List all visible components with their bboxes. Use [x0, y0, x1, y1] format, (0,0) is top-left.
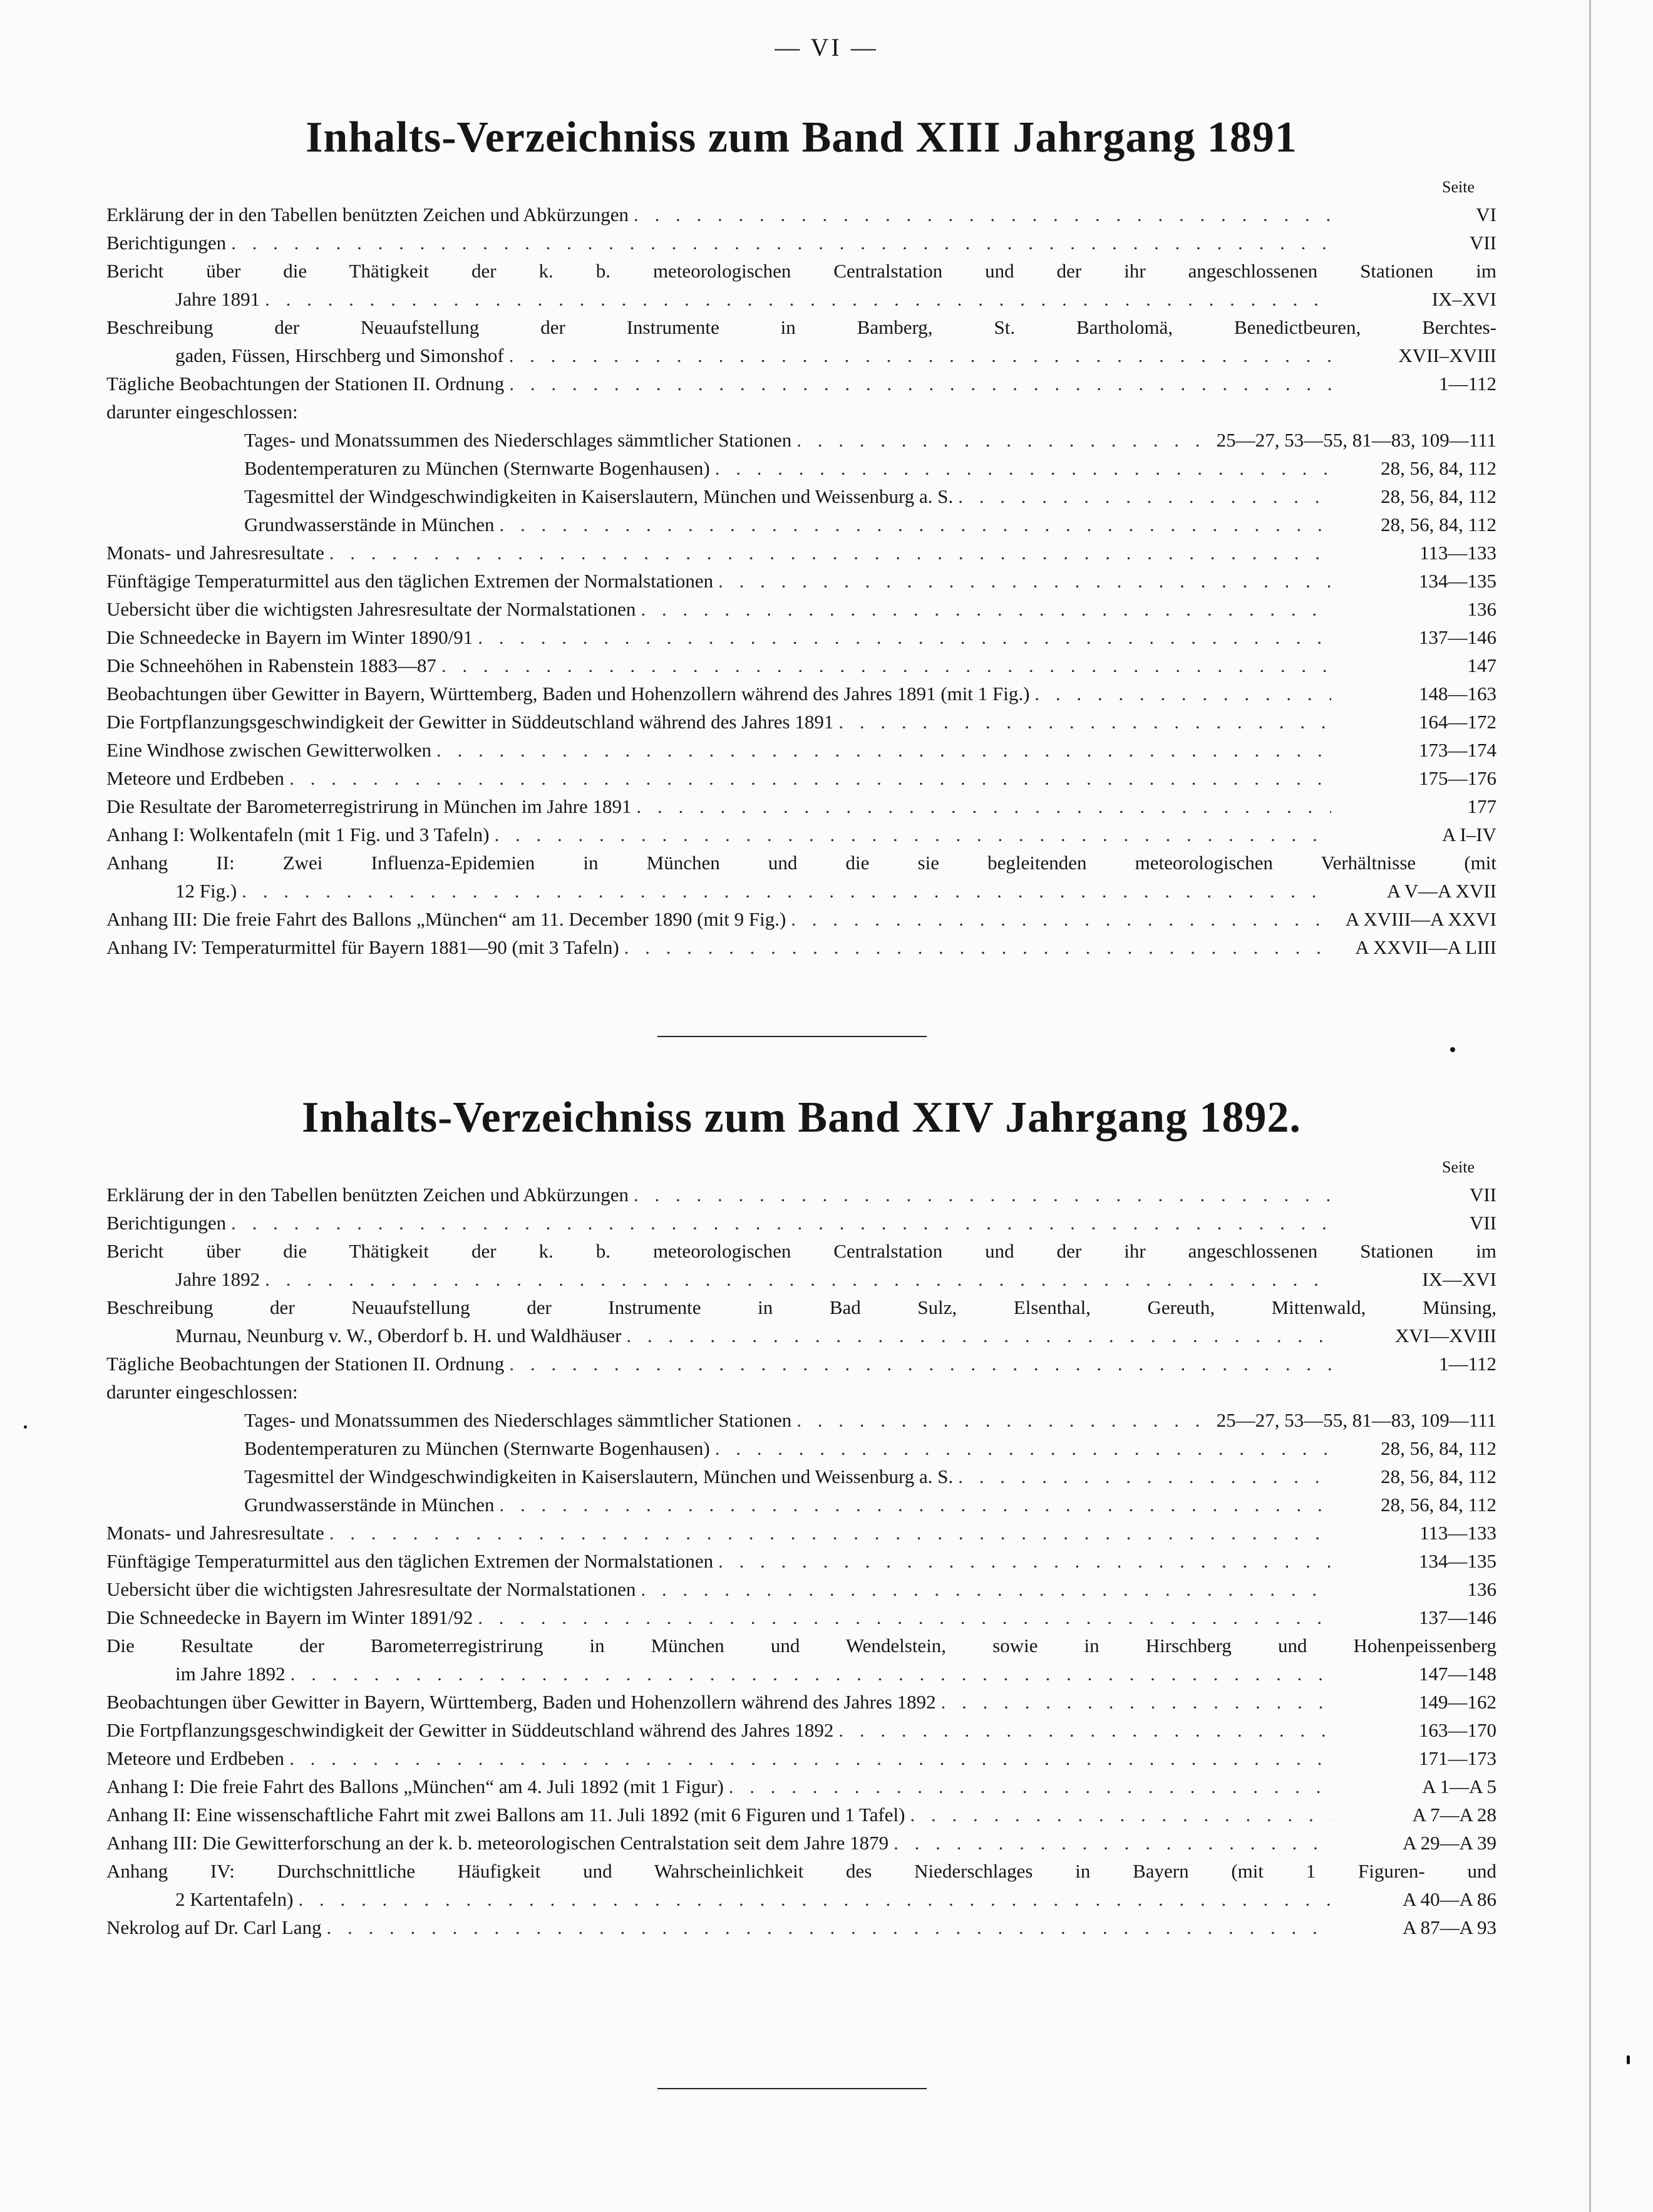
toc-entry: 12 Fig.) . . . A V—A XVII — [106, 877, 1496, 905]
page-ref: 171—173 — [1419, 1747, 1496, 1769]
page-ref: 136 — [1467, 1578, 1496, 1600]
page-ref: A XXVII—A LIII — [1355, 936, 1496, 958]
page-ref: 177 — [1467, 795, 1496, 817]
toc-entry: Anhang I: Wolkentafeln (mit 1 Fig. und 3 Tafeln) . . . A I–IV — [106, 820, 1496, 849]
page-ref: 113—133 — [1419, 1522, 1496, 1544]
toc-entry: Meteore und Erdbeben . . . 175—176 — [106, 764, 1496, 792]
toc-entry: Fünftägige Temperaturmittel aus den täglichen Extremen der Normalstationen . . . 134—135 — [106, 1547, 1496, 1575]
page-ref: 28, 56, 84, 112 — [1381, 457, 1496, 479]
toc-subentry: Tages- und Monatssummen des Niederschlages sämmtlicher Stationen . . . 25—27, 53—55, 81—83, 109—111 — [106, 1406, 1496, 1434]
toc-entry: Meteore und Erdbeben . . . 171—173 — [106, 1744, 1496, 1772]
page-ref: 28, 56, 84, 112 — [1381, 1437, 1496, 1459]
page-ref: 147 — [1467, 654, 1496, 676]
ink-speck — [24, 1425, 27, 1429]
ink-speck — [1627, 2055, 1630, 2064]
page-ref: 163—170 — [1419, 1719, 1496, 1741]
seite-label: Seite — [1442, 1158, 1475, 1176]
toc-entry: Die Fortpflanzungsgeschwindigkeit der Gewitter in Süddeutschland während des Jahres 1891 . . . 164—172 — [106, 708, 1496, 736]
page-ref: 175—176 — [1419, 767, 1496, 789]
toc-entry: Beschreibung der Neuaufstellung der Instrumente in Bad Sulz, Elsenthal, Gereuth, Mittenwald, Münsing, — [106, 1296, 1496, 1318]
toc-subentry: Tagesmittel der Windgeschwindigkeiten in Kaiserslautern, München und Weissenburg a. S. . . . 28, 56, 84, 112 — [106, 482, 1496, 510]
toc-entry: 2 Kartentafeln) . . . A 40—A 86 — [106, 1885, 1496, 1913]
toc-entry: Uebersicht über die wichtigsten Jahresresultate der Normalstationen . . . 136 — [106, 1575, 1496, 1603]
page-ref: 136 — [1467, 598, 1496, 620]
page-ref: 1—112 — [1439, 373, 1496, 395]
toc-entry: Die Fortpflanzungsgeschwindigkeit der Gewitter in Süddeutschland während des Jahres 1892 . . . 163—170 — [106, 1716, 1496, 1744]
toc-entry: Berichtigungen . . . VII — [106, 229, 1496, 257]
section-title: Inhalts-Verzeichniss zum Band XIV Jahrgang 1892. — [302, 1093, 1301, 1142]
toc-entry: Anhang I: Die freie Fahrt des Ballons „München“ am 4. Juli 1892 (mit 1 Figur) . . . A 1—A 5 — [106, 1772, 1496, 1801]
toc-entry: Beobachtungen über Gewitter in Bayern, Württemberg, Baden und Hohenzollern während des Jahres 1891 (mit 1 Fig.) . . . 148—163 — [106, 680, 1496, 708]
page-ref: 137—146 — [1419, 626, 1496, 648]
toc-subentry: Bodentemperaturen zu München (Sternwarte Bogenhausen) . . . 28, 56, 84, 112 — [106, 454, 1496, 482]
toc-entry: Murnau, Neunburg v. W., Oberdorf b. H. und Waldhäuser . . . XVI—XVIII — [106, 1321, 1496, 1350]
toc-entry: Anhang II: Zwei Influenza-Epidemien in München und die sie begleitenden meteorologischen Verhältnisse (mit — [106, 852, 1496, 874]
toc-entry: Die Schneedecke in Bayern im Winter 1890/91 . . . 137—146 — [106, 623, 1496, 651]
page-ref: 28, 56, 84, 112 — [1381, 485, 1496, 507]
page-ref: A 29—A 39 — [1403, 1832, 1496, 1854]
toc-entry: gaden, Füssen, Hirschberg und Simonshof . . . XVII–XVIII — [106, 341, 1496, 370]
page-ref: IX—XVI — [1422, 1268, 1496, 1290]
toc-entry: Jahre 1892 . . . IX—XVI — [106, 1265, 1496, 1293]
toc-entry: Tägliche Beobachtungen der Stationen II. Ordnung . . . 1—112 — [106, 370, 1496, 398]
toc-entry: Anhang II: Eine wissenschaftliche Fahrt mit zwei Ballons am 11. Juli 1892 (mit 6 Figuren und 1 Tafel) . . . A 7—A 28 — [106, 1801, 1496, 1829]
scan-edge-line — [1589, 0, 1591, 2212]
page-ref: 113—133 — [1419, 542, 1496, 564]
toc-entry: Tägliche Beobachtungen der Stationen II. Ordnung . . . 1—112 — [106, 1350, 1496, 1378]
toc-entry: Jahre 1891 . . . IX–XVI — [106, 285, 1496, 313]
ink-speck — [1450, 1047, 1455, 1052]
toc-entry: Bericht über die Thätigkeit der k. b. meteorologischen Centralstation und der ihr angeschlossenen Stationen im — [106, 1240, 1496, 1262]
page-ref: XVII–XVIII — [1398, 344, 1496, 366]
page-ref: 164—172 — [1419, 711, 1496, 733]
page-ref: 1—112 — [1439, 1353, 1496, 1375]
page-number: — VI — — [775, 33, 878, 61]
toc-entry: Erklärung der in den Tabellen benützten Zeichen und Abkürzungen . . . VI — [106, 200, 1496, 229]
toc-section-band-xiii — [106, 113, 1496, 961]
toc-entry: Berichtigungen . . . VII — [106, 1209, 1496, 1237]
section-divider — [657, 1036, 927, 1037]
toc-entry: Eine Windhose zwischen Gewitterwolken . . . 173—174 — [106, 736, 1496, 764]
toc-subentry: Bodentemperaturen zu München (Sternwarte Bogenhausen) . . . 28, 56, 84, 112 — [106, 1434, 1496, 1462]
toc-subentry: Grundwasserstände in München . . . 28, 56, 84, 112 — [106, 510, 1496, 539]
toc-entry: Erklärung der in den Tabellen benützten Zeichen und Abkürzungen . . . VII — [106, 1181, 1496, 1209]
toc-entry: Beschreibung der Neuaufstellung der Instrumente in Bamberg, St. Bartholomä, Benedictbeuren, Berchtes- — [106, 316, 1496, 338]
toc-entry: Anhang III: Die Gewitterforschung an der k. b. meteorologischen Centralstation seit dem Jahre 1879 . . . A 29—A 39 — [106, 1829, 1496, 1857]
page-ref: A XVIII—A XXVI — [1345, 908, 1496, 930]
page-ref: 147—148 — [1419, 1663, 1496, 1685]
page-ref: 28, 56, 84, 112 — [1381, 1465, 1496, 1487]
page-ref: A V—A XVII — [1386, 880, 1496, 902]
page-ref: 149—162 — [1419, 1691, 1496, 1713]
section-divider — [657, 2088, 927, 2089]
page-ref: 173—174 — [1419, 739, 1496, 761]
page-ref: VI — [1476, 204, 1496, 225]
toc-entry: Die Schneedecke in Bayern im Winter 1891/92 . . . 137—146 — [106, 1603, 1496, 1631]
page-ref: 148—163 — [1419, 683, 1496, 705]
page-ref: VII — [1469, 232, 1496, 254]
toc-entry: Beobachtungen über Gewitter in Bayern, Württemberg, Baden und Hohenzollern während des Jahres 1892 . . . 149—162 — [106, 1688, 1496, 1716]
toc-entry: Die Schneehöhen in Rabenstein 1883—87 . . . 147 — [106, 651, 1496, 680]
page-ref: 25—27, 53—55, 81—83, 109—111 — [1216, 1409, 1496, 1431]
page-ref: A 7—A 28 — [1412, 1804, 1496, 1826]
page-ref: 137—146 — [1419, 1606, 1496, 1628]
toc-entry: Fünftägige Temperaturmittel aus den täglichen Extremen der Normalstationen . . . 134—135 — [106, 567, 1496, 595]
toc-entry: Die Resultate der Barometerregistrirung in München im Jahre 1891 . . . 177 — [106, 792, 1496, 820]
toc-section-band-xiv — [106, 1093, 1496, 1941]
page-ref: XVI—XVIII — [1395, 1325, 1496, 1346]
page-ref: A 40—A 86 — [1403, 1888, 1496, 1910]
toc-entry: Nekrolog auf Dr. Carl Lang . . . A 87—A 93 — [106, 1913, 1496, 1941]
toc-subheading: darunter eingeschlossen: — [106, 1381, 298, 1403]
page-ref: A 1—A 5 — [1422, 1775, 1496, 1797]
section-title: Inhalts-Verzeichniss zum Band XIII Jahrgang 1891 — [306, 113, 1297, 162]
page-ref: A 87—A 93 — [1403, 1916, 1496, 1938]
seite-label: Seite — [1442, 178, 1475, 196]
toc-subentry: Tages- und Monatssummen des Niederschlages sämmtlicher Stationen . . . 25—27, 53—55, 81—83, 109—111 — [106, 426, 1496, 454]
toc-entry: Monats- und Jahresresultate . . . 113—133 — [106, 1519, 1496, 1547]
toc-entry: Anhang III: Die freie Fahrt des Ballons „München“ am 11. December 1890 (mit 9 Fig.) . . . A XVIII—A XXVI — [106, 905, 1496, 933]
toc-subheading: darunter eingeschlossen: — [106, 401, 298, 423]
page-ref: VII — [1469, 1184, 1496, 1206]
toc-entry: im Jahre 1892 . . . 147—148 — [106, 1660, 1496, 1688]
toc-entry: Die Resultate der Barometerregistrirung in München und Wendelstein, sowie in Hirschberg und Hohenpeissenberg — [106, 1635, 1496, 1656]
page-ref: 134—135 — [1419, 1550, 1496, 1572]
toc-entry: Uebersicht über die wichtigsten Jahresresultate der Normalstationen . . . 136 — [106, 595, 1496, 623]
toc-entry: Anhang IV: Durchschnittliche Häufigkeit und Wahrscheinlichkeit des Niederschlages in Bayern (mit 1 Figuren- und — [106, 1860, 1496, 1882]
toc-entry: Bericht über die Thätigkeit der k. b. meteorologischen Centralstation und der ihr angeschlossenen Stationen im — [106, 260, 1496, 282]
toc-entry: Monats- und Jahresresultate . . . 113—133 — [106, 539, 1496, 567]
toc-subentry: Tagesmittel der Windgeschwindigkeiten in Kaiserslautern, München und Weissenburg a. S. . . . 28, 56, 84, 112 — [106, 1462, 1496, 1491]
page-ref: 25—27, 53—55, 81—83, 109—111 — [1216, 429, 1496, 451]
page-ref: VII — [1469, 1212, 1496, 1234]
page-ref: 28, 56, 84, 112 — [1381, 514, 1496, 535]
toc-subentry: Grundwasserstände in München . . . 28, 56, 84, 112 — [106, 1491, 1496, 1519]
page-ref: IX–XVI — [1431, 288, 1496, 310]
toc-entry: Anhang IV: Temperaturmittel für Bayern 1881—90 (mit 3 Tafeln) . . . A XXVII—A LIII — [106, 933, 1496, 961]
page-ref: 28, 56, 84, 112 — [1381, 1494, 1496, 1516]
page-ref: A I–IV — [1442, 824, 1496, 845]
page-ref: 134—135 — [1419, 570, 1496, 592]
